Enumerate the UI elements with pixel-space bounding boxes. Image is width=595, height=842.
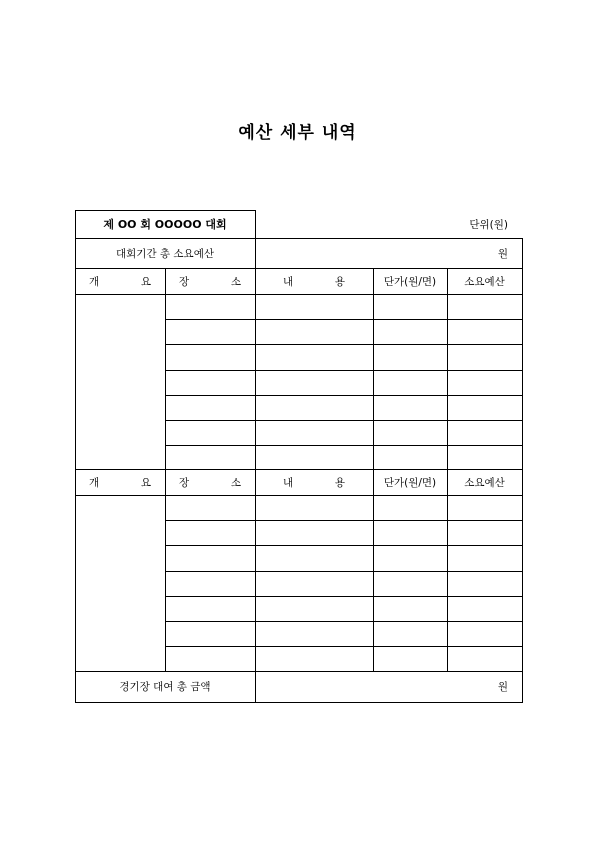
table-rule-horizontal: [165, 520, 523, 521]
rental-total-label: 경기장 대여 총 금액: [119, 681, 211, 693]
header-overview: [75, 469, 165, 495]
table-rule-vertical: [373, 268, 374, 672]
table-rule-horizontal: [75, 210, 256, 211]
competition-title: 제 OO 회 OOOOO 대회: [103, 218, 227, 231]
header-required-budget: 소요예산: [464, 476, 505, 489]
header-content-char-1: 내: [283, 275, 294, 288]
header-place-char-1: 장: [179, 476, 190, 489]
table-rule-horizontal: [165, 420, 523, 421]
header-overview: [75, 268, 165, 294]
table-rule-horizontal: [75, 702, 523, 703]
header-overview-char-1: 개: [89, 476, 100, 489]
table-rule-horizontal: [75, 268, 523, 269]
table-rule-horizontal: [165, 445, 523, 446]
table-rule-vertical: [75, 238, 76, 703]
unit-label: 단위(원): [469, 218, 508, 231]
header-unit-price: 단가(원/면): [383, 476, 437, 489]
table-rule-horizontal: [165, 344, 523, 345]
table-rule-horizontal: [75, 671, 523, 672]
table-rule-vertical: [255, 210, 256, 239]
header-unit-price: 단가(원/면): [383, 275, 437, 288]
header-content-char-2: 용: [334, 476, 345, 489]
header-overview-char-2: 요: [140, 476, 151, 489]
table-rule-horizontal: [75, 495, 523, 496]
header-overview-char-2: 요: [140, 275, 151, 288]
table-rule-horizontal: [165, 545, 523, 546]
header-content: [255, 268, 373, 294]
table-rule-horizontal: [165, 596, 523, 597]
header-content: [255, 469, 373, 495]
header-place-char-2: 소: [230, 275, 241, 288]
table-rule-vertical: [447, 268, 448, 672]
total-budget-unit: 원: [497, 247, 508, 260]
header-overview-char-1: 개: [89, 275, 100, 288]
rental-total-unit: 원: [497, 681, 508, 693]
table-rule-horizontal: [165, 621, 523, 622]
table-rule-horizontal: [165, 646, 523, 647]
table-rule-horizontal: [75, 294, 523, 295]
table-rule-horizontal: [165, 370, 523, 371]
table-rule-vertical: [75, 210, 76, 239]
table-rule-vertical: [255, 238, 256, 703]
table-rule-vertical: [522, 238, 523, 703]
header-place-char-1: 장: [179, 275, 190, 288]
total-budget-label: 대회기간 총 소요예산: [116, 247, 214, 260]
table-rule-vertical: [165, 268, 166, 672]
header-place: [165, 469, 255, 495]
table-rule-horizontal: [165, 319, 523, 320]
header-content-char-2: 용: [334, 275, 345, 288]
document-title: 예산 세부 내역: [238, 123, 357, 143]
table-rule-horizontal: [75, 469, 523, 470]
table-rule-horizontal: [165, 395, 523, 396]
header-place-char-2: 소: [230, 476, 241, 489]
header-content-char-1: 내: [283, 476, 294, 489]
header-place: [165, 268, 255, 294]
table-rule-horizontal: [75, 238, 523, 239]
table-rule-horizontal: [165, 571, 523, 572]
header-required-budget: 소요예산: [464, 275, 505, 288]
